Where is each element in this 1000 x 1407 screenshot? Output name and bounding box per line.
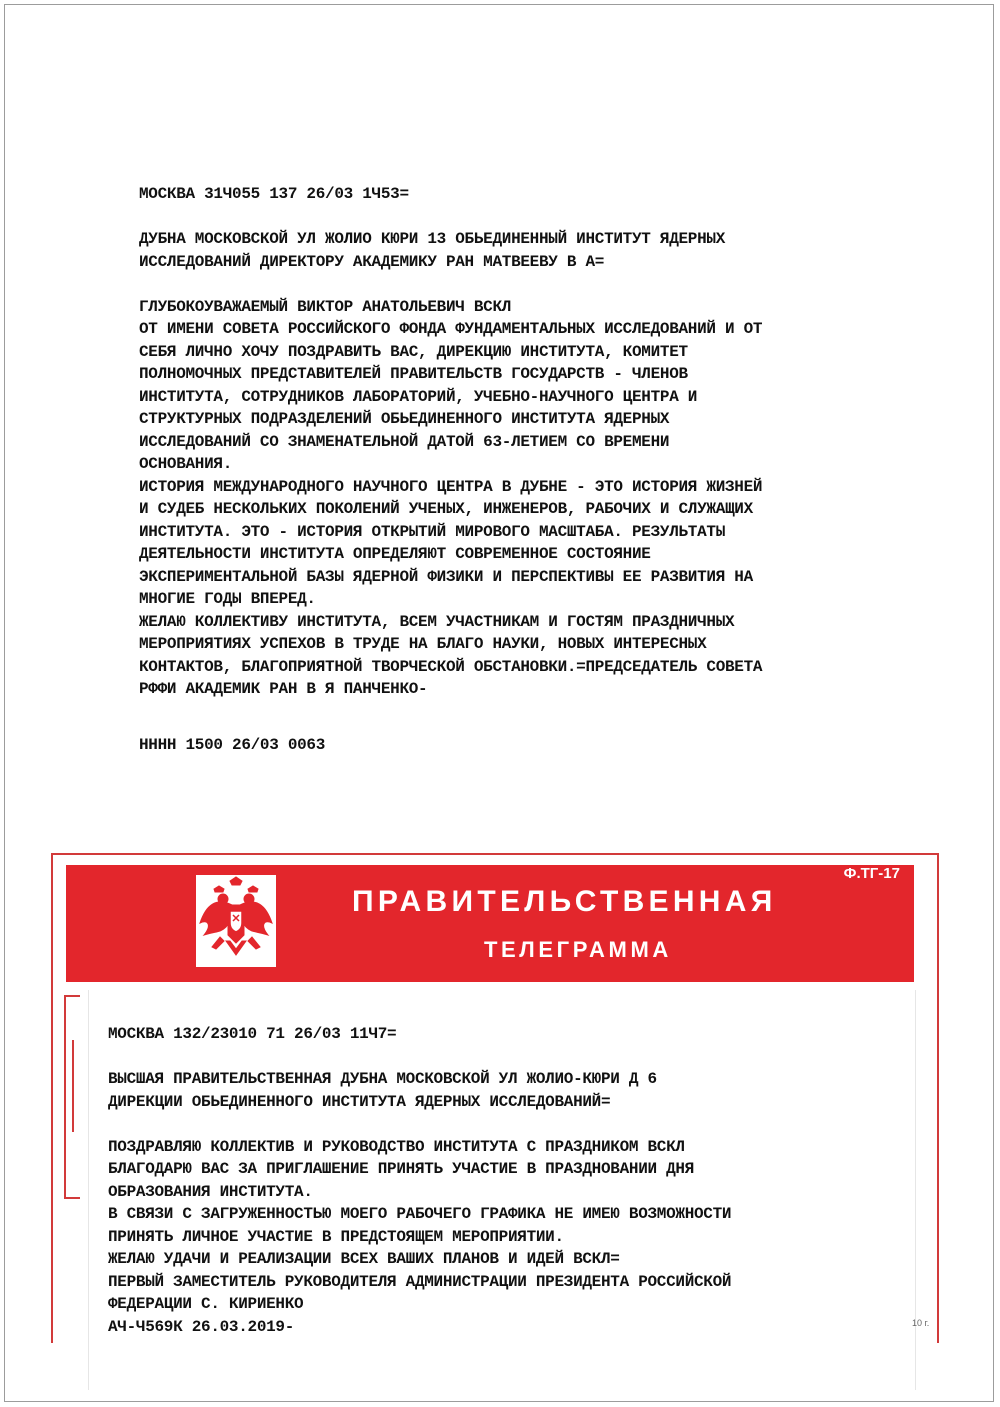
- emblem-icon: [196, 875, 276, 967]
- telegram-2-body-line: ПРИНЯТЬ ЛИЧНОЕ УЧАСТИЕ В ПРЕДСТОЯЩЕМ МЕРОПРИЯТИИ.: [108, 1227, 564, 1246]
- telegram-1-body-line: ЭКСПЕРИМЕНТАЛЬНОЙ БАЗЫ ЯДЕРНОЙ ФИЗИКИ И ПЕРСПЕКТИВЫ ЕЕ РАЗВИТИЯ НА: [139, 567, 753, 586]
- telegram-2-address-line: ДИРЕКЦИИ ОБЬЕДИНЕННОГО ИНСТИТУТА ЯДЕРНЫХ ИССЛЕДОВАНИЙ=: [108, 1092, 611, 1111]
- telegram-1-body-line: СТРУКТУРНЫХ ПОДРАЗДЕЛЕНИЙ ОБЬЕДИНЕННОГО ИНСТИТУТА ЯДЕРНЫХ: [139, 410, 670, 428]
- form-subtitle: ТЕЛЕГРАММА: [484, 937, 672, 962]
- telegram-2: [108, 1023, 918, 1338]
- telegram-1-body-line: ИНСТИТУТА, СОТРУДНИКОВ ЛАБОРАТОРИЙ, УЧЕБНО-НАУЧНОГО ЦЕНТРА И: [139, 387, 698, 406]
- telegram-1-address-line: ИССЛЕДОВАНИЙ ДИРЕКТОРУ АКАДЕМИКУ РАН МАТВЕЕВУ В А=: [139, 252, 605, 271]
- telegram-2-address-line: ВЫСШАЯ ПРАВИТЕЛЬСТВЕННАЯ ДУБНА МОСКОВСКОЙ УЛ ЖОЛИО-КЮРИ Д 6: [108, 1070, 657, 1088]
- telegram-1-body-line: ИСТОРИЯ МЕЖДУНАРОДНОГО НАУЧНОГО ЦЕНТРА В ДУБНЕ - ЭТО ИСТОРИЯ ЖИЗНЕЙ: [139, 477, 763, 496]
- telegram-1-body-line: ЖЕЛАЮ КОЛЛЕКТИВУ ИНСТИТУТА, ВСЕМ УЧАСТНИКАМ И ГОСТЯМ ПРАЗДНИЧНЫХ: [139, 612, 735, 631]
- telegram-2-body-line: ЖЕЛАЮ УДАЧИ И РЕАЛИЗАЦИИ ВСЕХ ВАШИХ ПЛАНОВ И ИДЕЙ ВСКЛ=: [108, 1250, 620, 1268]
- telegram-1-body-line: И СУДЕБ НЕСКОЛЬКИХ ПОКОЛЕНИЙ УЧЕНЫХ, ИНЖЕНЕРОВ, РАБОЧИХ И СЛУЖАЩИХ: [139, 500, 753, 518]
- telegram-1-body-line: ГЛУБОКОУВАЖАЕМЫЙ ВИКТОР АНАТОЛЬЕВИЧ ВСКЛ: [139, 297, 512, 316]
- telegram-1-address-line: ДУБНА МОСКОВСКОЙ УЛ ЖОЛИО КЮРИ 13 ОБЬЕДИНЕННЫЙ ИНСТИТУТ ЯДЕРНЫХ: [139, 230, 725, 248]
- telegram-2-body-line: В СВЯЗИ С ЗАГРУЖЕННОСТЬЮ МОЕГО РАБОЧЕГО ГРАФИКА НЕ ИМЕЮ ВОЗМОЖНОСТИ: [108, 1205, 732, 1223]
- telegram-1-header: МОСКВА 31Ч055 137 26/03 1Ч53=: [139, 185, 409, 203]
- telegram-2-body-line: БЛАГОДАРЮ ВАС ЗА ПРИГЛАШЕНИЕ ПРИНЯТЬ УЧАСТИЕ В ПРАЗДНОВАНИИ ДНЯ: [108, 1160, 694, 1178]
- form-title: ПРАВИТЕЛЬСТВЕННАЯ: [352, 885, 777, 918]
- telegram-2-body-line: ПЕРВЫЙ ЗАМЕСТИТЕЛЬ РУКОВОДИТЕЛЯ АДМИНИСТРАЦИИ ПРЕЗИДЕНТА РОССИЙСКОЙ: [108, 1272, 732, 1291]
- telegram-2-body-line: ФЕДЕРАЦИИ С. КИРИЕНКО: [108, 1295, 304, 1313]
- telegram-1-body-line: МНОГИЕ ГОДЫ ВПЕРЕД.: [139, 590, 316, 608]
- form-bracket-tick: [72, 1040, 74, 1132]
- telegram-2-signature-code: АЧ-Ч569К 26.03.2019-: [108, 1317, 295, 1336]
- telegram-2-body-line: ПОЗДРАВЛЯЮ КОЛЛЕКТИВ И РУКОВОДСТВО ИНСТИТУТА С ПРАЗДНИКОМ ВСКЛ: [108, 1137, 685, 1156]
- form-code: Ф.ТГ-17: [843, 865, 900, 882]
- telegram-1-body-line: ИНСТИТУТА. ЭТО - ИСТОРИЯ ОТКРЫТИЙ МИРОВОГО МАСШТАБА. РЕЗУЛЬТАТЫ: [139, 522, 725, 541]
- form-header-band: [66, 865, 914, 982]
- telegram-2-body-line: ОБРАЗОВАНИЯ ИНСТИТУТА.: [108, 1182, 313, 1201]
- telegram-1-body-line: РФФИ АКАДЕМИК РАН В Я ПАНЧЕНКО-: [139, 680, 428, 698]
- telegram-2-header: МОСКВА 132/23010 71 26/03 11Ч7=: [108, 1025, 397, 1043]
- telegram-1-body-line: КОНТАКТОВ, БЛАГОПРИЯТНОЙ ТВОРЧЕСКОЙ ОБСТАНОВКИ.=ПРЕДСЕДАТЕЛЬ СОВЕТА: [139, 657, 763, 676]
- telegram-1-footer: НННН 1500 26/03 0063: [139, 735, 326, 754]
- telegram-1-body-line: ДЕЯТЕЛЬНОСТИ ИНСТИТУТА ОПРЕДЕЛЯЮТ СОВРЕМЕННОЕ СОСТОЯНИЕ: [139, 545, 651, 563]
- telegram-1: [139, 183, 959, 756]
- telegram-1-body-line: МЕРОПРИЯТИЯХ УСПЕХОВ В ТРУДЕ НА БЛАГО НАУКИ, НОВЫХ ИНТЕРЕСНЫХ: [139, 635, 707, 653]
- form-year-note: 10 г.: [912, 1318, 930, 1328]
- telegram-1-body-line: СЕБЯ ЛИЧНО ХОЧУ ПОЗДРАВИТЬ ВАС, ДИРЕКЦИЮ ИНСТИТУТА, КОМИТЕТ: [139, 342, 688, 361]
- telegram-1-body-line: ОСНОВАНИЯ.: [139, 455, 233, 473]
- telegram-1-body-line: ОТ ИМЕНИ СОВЕТА РОССИЙСКОГО ФОНДА ФУНДАМЕНТАЛЬНЫХ ИССЛЕДОВАНИЙ И ОТ: [139, 320, 763, 338]
- telegram-1-body-line: ИССЛЕДОВАНИЙ СО ЗНАМЕНАТЕЛЬНОЙ ДАТОЙ 63-ЛЕТИЕМ СО ВРЕМЕНИ: [139, 432, 670, 451]
- telegram-1-body-line: ПОЛНОМОЧНЫХ ПРЕДСТАВИТЕЛЕЙ ПРАВИТЕЛЬСТВ ГОСУДАРСТВ - ЧЛЕНОВ: [139, 365, 688, 383]
